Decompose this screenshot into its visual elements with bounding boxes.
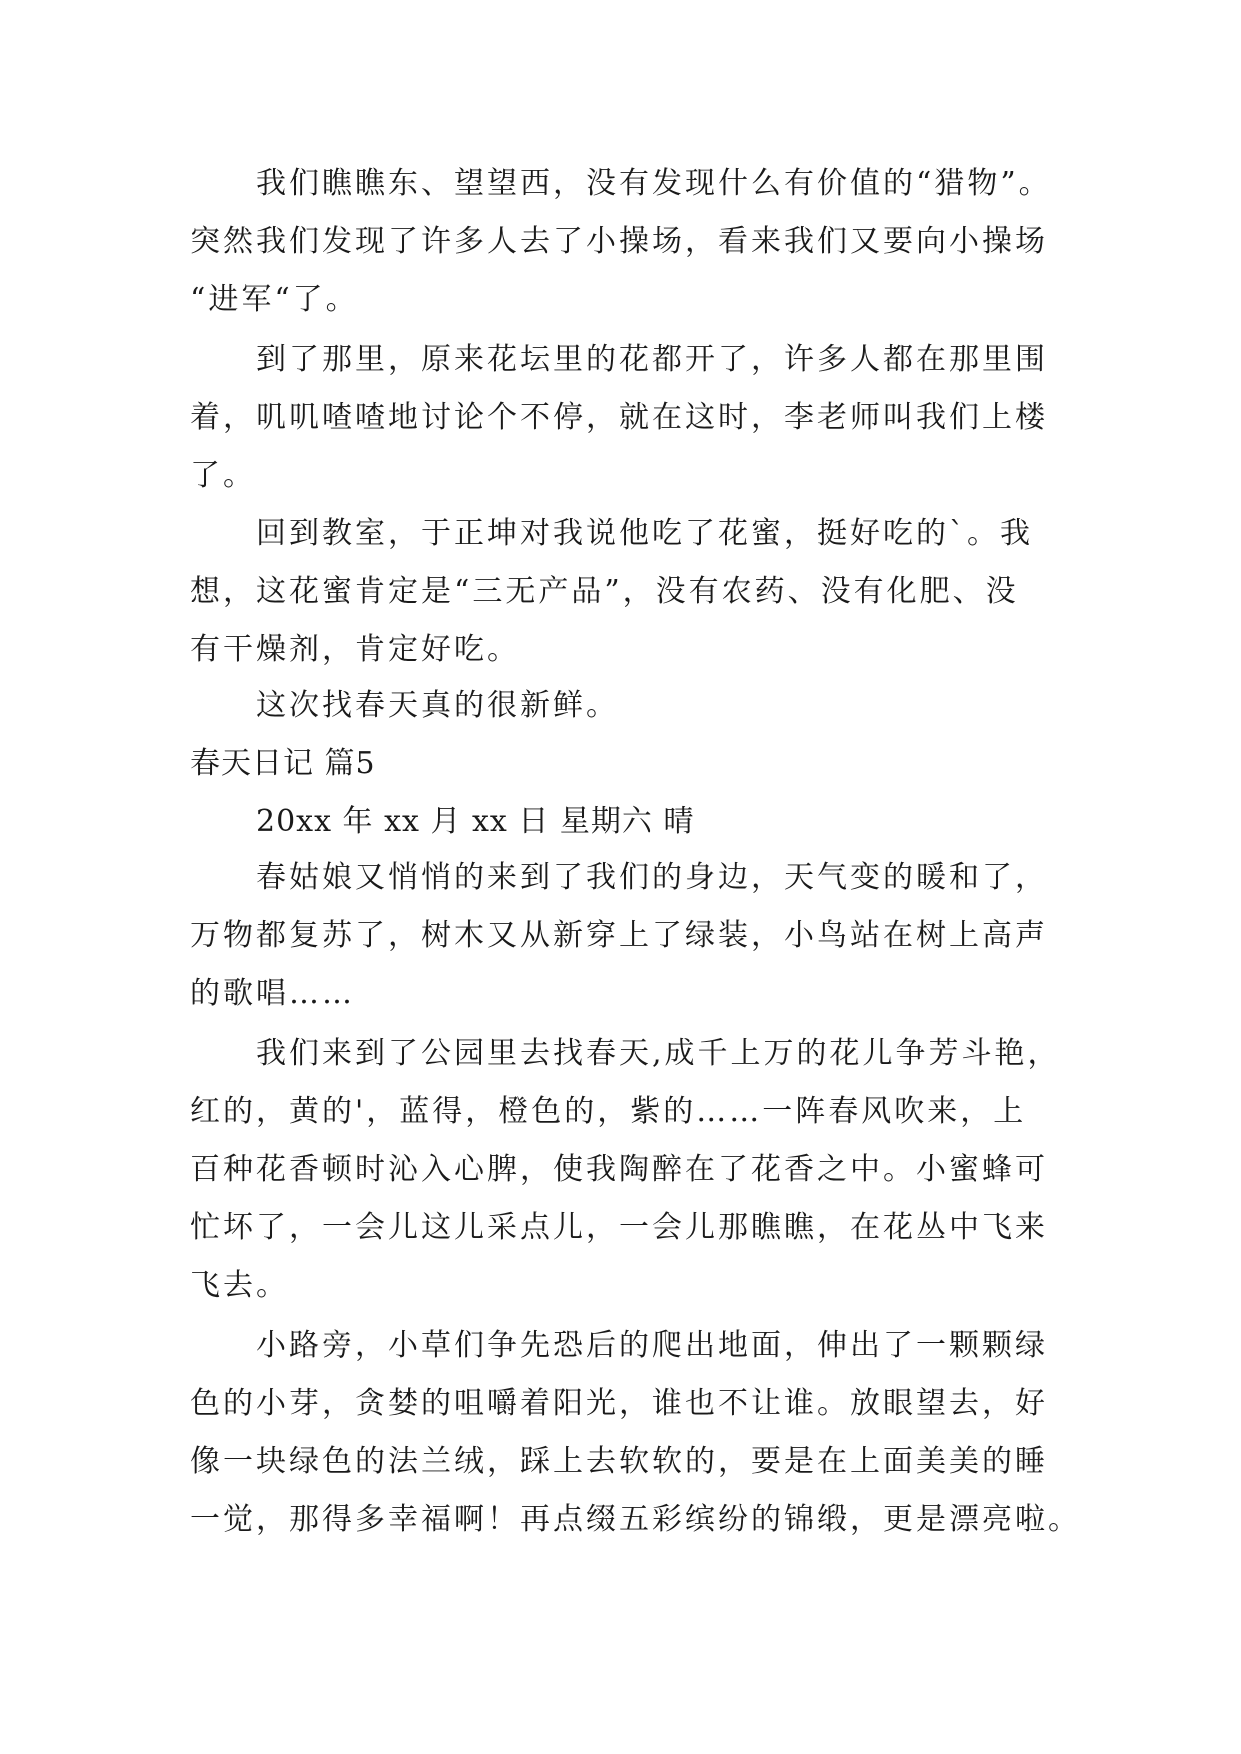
text-line: 我们来到了公园里去找春天,成千上万的花儿争芳斗艳，: [256, 1036, 1061, 1071]
text-line: 像一块绿色的法兰绒，踩上去软软的，要是在上面美美的睡: [190, 1444, 1048, 1479]
text-line: 回到教室，于正坤对我说他吃了花蜜，挺好吃的`。我: [256, 516, 1033, 551]
text-line: 了。: [190, 458, 256, 493]
section-heading: 春天日记 篇5: [190, 746, 376, 781]
text-line: 红的，黄的'，蓝得，橙色的，紫的……一阵春风吹来，上: [190, 1094, 1027, 1129]
text-line: 百种花香顿时沁入心脾，使我陶醉在了花香之中。小蜜蜂可: [190, 1152, 1048, 1187]
text-line: 忙坏了，一会儿这儿采点儿，一会儿那瞧瞧，在花丛中飞来: [190, 1210, 1048, 1245]
text-line: 色的小芽，贪婪的咀嚼着阳光，谁也不让谁。放眼望去，好: [190, 1386, 1048, 1421]
text-line: 到了那里，原来花坛里的花都开了，许多人都在那里围: [256, 342, 1048, 377]
text-line: 突然我们发现了许多人去了小操场，看来我们又要向小操场: [190, 224, 1048, 259]
text-line: 春姑娘又悄悄的来到了我们的身边，天气变的暖和了，: [256, 860, 1048, 895]
text-line: 小路旁，小草们争先恐后的爬出地面，伸出了一颗颗绿: [256, 1328, 1048, 1363]
text-line: 一觉，那得多幸福啊！再点缀五彩缤纷的锦缎，更是漂亮啦。: [190, 1502, 1081, 1537]
text-line: 想，这花蜜肯定是“三无产品”，没有农药、没有化肥、没: [190, 574, 1019, 609]
text-line: 的歌唱……: [190, 976, 355, 1011]
text-line: 万物都复苏了，树木又从新穿上了绿装，小鸟站在树上高声: [190, 918, 1048, 953]
text-line: 飞去。: [190, 1268, 289, 1303]
text-line: “进军“了。: [190, 282, 359, 317]
diary-date-line: 20xx 年 xx 月 xx 日 星期六 晴: [256, 804, 695, 839]
text-line: 我们瞧瞧东、望望西，没有发现什么有价值的“猎物”。: [256, 166, 1052, 201]
text-line: 着，叽叽喳喳地讨论个不停，就在这时，李老师叫我们上楼: [190, 400, 1048, 435]
text-line: 这次找春天真的很新鲜。: [256, 688, 619, 723]
text-line: 有干燥剂，肯定好吃。: [190, 632, 520, 667]
